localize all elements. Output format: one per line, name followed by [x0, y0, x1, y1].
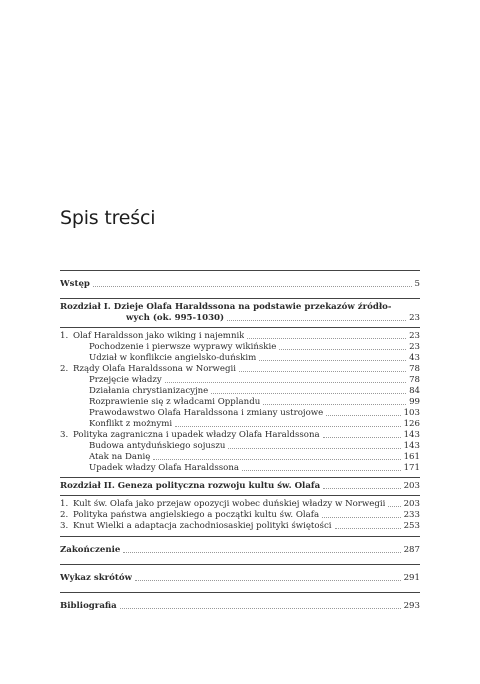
toc-entry-wstep[interactable]: [60, 279, 420, 290]
toc-page: 143: [403, 430, 420, 440]
toc-entry-1-3-b[interactable]: [60, 452, 420, 463]
toc-entry-zakonczenie[interactable]: [60, 545, 420, 556]
toc-page: 23: [409, 331, 420, 341]
toc-label: Kult św. Olafa jako przejaw opozycji wobec duńskiej władzy w Norwegii: [73, 499, 386, 509]
leader-dots: [242, 470, 401, 471]
toc-page: 5: [414, 279, 420, 289]
toc-label: Prawodawstwo Olafa Haraldssona i zmiany ustrojowe: [89, 408, 324, 418]
toc-label: Wykaz skrótów: [60, 573, 133, 583]
leader-dots: [211, 393, 406, 394]
leader-dots: [239, 371, 406, 372]
toc-entry-1-1-a[interactable]: [60, 342, 420, 353]
toc-number: 2.: [60, 364, 69, 374]
toc-entry-bibliografia[interactable]: [60, 601, 420, 612]
toc-label: Upadek władzy Olafa Haraldssona: [89, 463, 239, 473]
toc-label: Zakończenie: [60, 545, 121, 555]
leader-dots: [323, 437, 401, 438]
toc-label: Budowa antyduńskiego sojuszu: [89, 441, 226, 451]
toc-entry-2-3[interactable]: [60, 521, 420, 532]
toc-label: Działania chrystianizacyjne: [89, 386, 209, 396]
toc-entry-chapter-2[interactable]: [60, 481, 420, 492]
toc-entry-1-3-a[interactable]: [60, 441, 420, 452]
toc-page: 43: [409, 353, 420, 363]
toc-label: Polityka państwa angielskiego a początki kultu św. Olafa: [73, 510, 320, 520]
leader-dots: [259, 360, 406, 361]
toc-label: Bibliografia: [60, 601, 117, 611]
leader-dots: [120, 608, 401, 609]
toc-entry-1-2[interactable]: [60, 364, 420, 375]
toc-page: 233: [403, 510, 420, 520]
toc-label: Knut Wielki a adaptacja zachodniosaskiej polityki świętości: [73, 521, 332, 531]
leader-dots: [228, 448, 400, 449]
toc-page: 203: [403, 481, 420, 491]
toc-label: Pochodzenie i pierwsze wyprawy wikińskie: [89, 342, 277, 352]
toc-number: 2.: [60, 510, 69, 520]
leader-dots: [323, 488, 400, 489]
toc-entry-chapter-1[interactable]: [60, 302, 420, 324]
leader-dots: [335, 528, 401, 529]
toc-entry-1-2-e[interactable]: [60, 419, 420, 430]
toc-number: 1.: [60, 499, 69, 509]
leader-dots: [263, 404, 406, 405]
toc-entry-1-2-d[interactable]: [60, 408, 420, 419]
leader-dots: [247, 338, 406, 339]
toc-page: 78: [409, 364, 420, 374]
toc-page: 78: [409, 375, 420, 385]
toc-entry-1-1[interactable]: [60, 331, 420, 342]
leader-dots: [227, 320, 406, 321]
leader-dots: [165, 382, 406, 383]
toc-number: 3.: [60, 430, 69, 440]
leader-dots: [322, 517, 401, 518]
toc-entry-1-2-c[interactable]: [60, 397, 420, 408]
toc-page: 99: [409, 397, 420, 407]
toc-page: 253: [403, 521, 420, 531]
leader-dots: [326, 415, 400, 416]
toc-label-continued: wych (ok. 995-1030): [126, 313, 225, 323]
toc-number: 1.: [60, 331, 69, 341]
toc-entry-1-2-b[interactable]: [60, 386, 420, 397]
toc-entry-1-2-a[interactable]: [60, 375, 420, 386]
toc-label: Rządy Olafa Haraldssona w Norwegii: [73, 364, 236, 374]
toc-page: 23: [409, 342, 420, 352]
leader-dots: [93, 286, 412, 287]
leader-dots: [135, 580, 401, 581]
toc-page: 103: [403, 408, 420, 418]
toc-page: 84: [409, 386, 420, 396]
toc-label: Rozprawienie się z władcami Opplandu: [89, 397, 261, 407]
toc-entry-2-1[interactable]: [60, 499, 420, 510]
toc-page: 126: [403, 419, 420, 429]
leader-dots: [153, 459, 400, 460]
toc-page: 161: [403, 452, 420, 462]
toc-page: 287: [403, 545, 420, 555]
leader-dots: [123, 552, 400, 553]
toc-entry-1-3-c[interactable]: [60, 463, 420, 474]
table-of-contents: [60, 270, 420, 612]
toc-page: 203: [403, 499, 420, 509]
leader-dots: [279, 349, 406, 350]
toc-label: Olaf Haraldsson jako wiking i najemnik: [73, 331, 245, 341]
toc-entry-1-3[interactable]: [60, 430, 420, 441]
toc-page: 293: [403, 601, 420, 611]
toc-label: Przejęcie władzy: [89, 375, 162, 385]
toc-entry-1-1-b[interactable]: [60, 353, 420, 364]
toc-entry-wykaz-skrotow[interactable]: [60, 573, 420, 584]
toc-label: Udział w konflikcie angielsko-duńskim: [89, 353, 257, 363]
toc-label: Rozdział II. Geneza polityczna rozwoju kultu św. Olafa: [60, 481, 321, 491]
toc-page: 23: [409, 313, 420, 323]
page-title: Spis treści: [60, 207, 156, 229]
toc-label: Atak na Danię: [89, 452, 151, 462]
leader-dots: [175, 426, 400, 427]
toc-page: 291: [403, 573, 420, 583]
toc-entry-2-2[interactable]: [60, 510, 420, 521]
toc-number: 3.: [60, 521, 69, 531]
toc-label: Rozdział I. Dzieje Olafa Haraldssona na podstawie przekazów źródło-: [60, 302, 392, 312]
toc-page: 143: [403, 441, 420, 451]
toc-label: Konflikt z możnymi: [89, 419, 173, 429]
leader-dots: [388, 506, 400, 507]
toc-label: Wstęp: [60, 279, 90, 289]
toc-label: Polityka zagraniczna i upadek władzy Olafa Haraldssona: [73, 430, 320, 440]
toc-page: 171: [403, 463, 420, 473]
